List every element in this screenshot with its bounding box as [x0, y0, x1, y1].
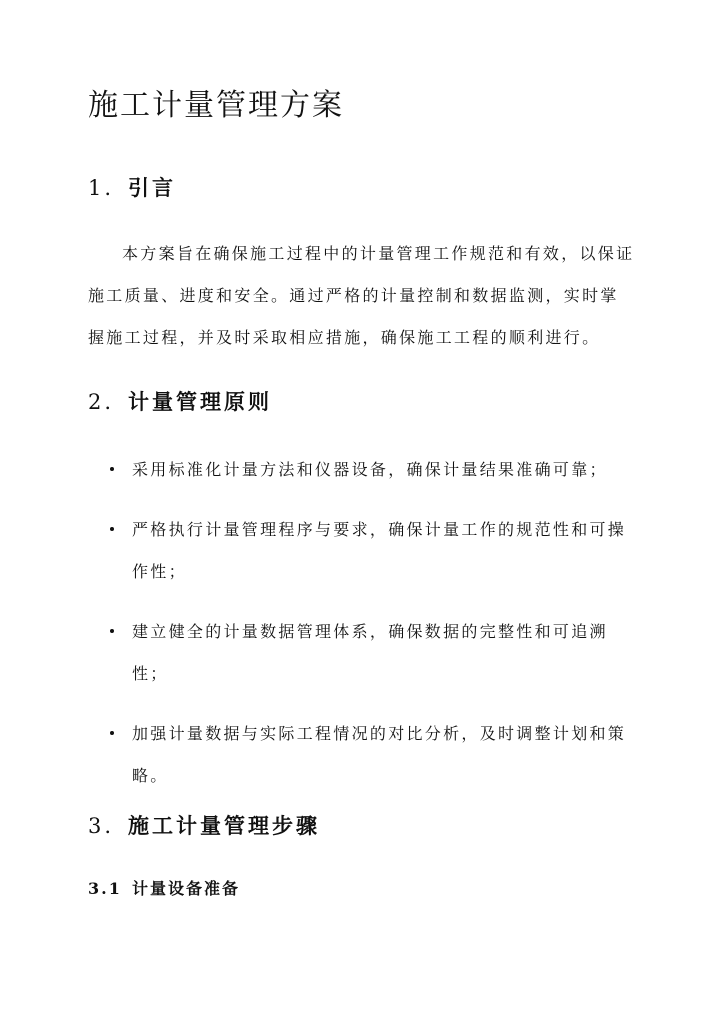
- list-item-text: 建立健全的计量数据管理体系，确保数据的完整性和可追溯性；: [132, 622, 608, 683]
- bullet-dot-icon: [110, 731, 114, 735]
- section-heading-principles: [88, 386, 272, 418]
- list-item-text: 严格执行计量管理程序与要求，确保计量工作的规范性和可操作性；: [132, 520, 627, 581]
- subsection-number: 3.1: [88, 879, 122, 898]
- list-item-text: 采用标准化计量方法和仪器设备，确保计量结果准确可靠；: [132, 460, 608, 479]
- bullet-dot-icon: [110, 629, 114, 633]
- section-title: 施工计量管理步骤: [128, 813, 320, 838]
- section-heading-steps: [88, 810, 320, 842]
- section-number: 2.: [88, 390, 115, 414]
- list-item: [88, 449, 636, 491]
- subsection-heading: [88, 877, 240, 901]
- document-title: 施工计量管理方案: [88, 88, 344, 123]
- section-title: 引言: [128, 175, 176, 200]
- list-item: [88, 509, 636, 593]
- principles-list: [88, 449, 636, 815]
- section-number: 1.: [88, 176, 115, 200]
- bullet-dot-icon: [110, 527, 114, 531]
- list-item: [88, 611, 636, 695]
- list-item: [88, 713, 636, 797]
- intro-paragraph: 本方案旨在确保施工过程中的计量管理工作规范和有效，以保证施工质量、进度和安全。通过严格的计量控制和数据监测，实时掌握施工过程，并及时采取相应措施，确保施工工程的顺利进行。: [88, 244, 635, 347]
- list-item-text: 加强计量数据与实际工程情况的对比分析，及时调整计划和策略。: [132, 724, 627, 785]
- bullet-dot-icon: [110, 467, 114, 471]
- subsection-title: 计量设备准备: [132, 879, 241, 898]
- section-title: 计量管理原则: [128, 389, 272, 414]
- section-number: 3.: [88, 814, 115, 838]
- section-heading-intro: [88, 172, 176, 204]
